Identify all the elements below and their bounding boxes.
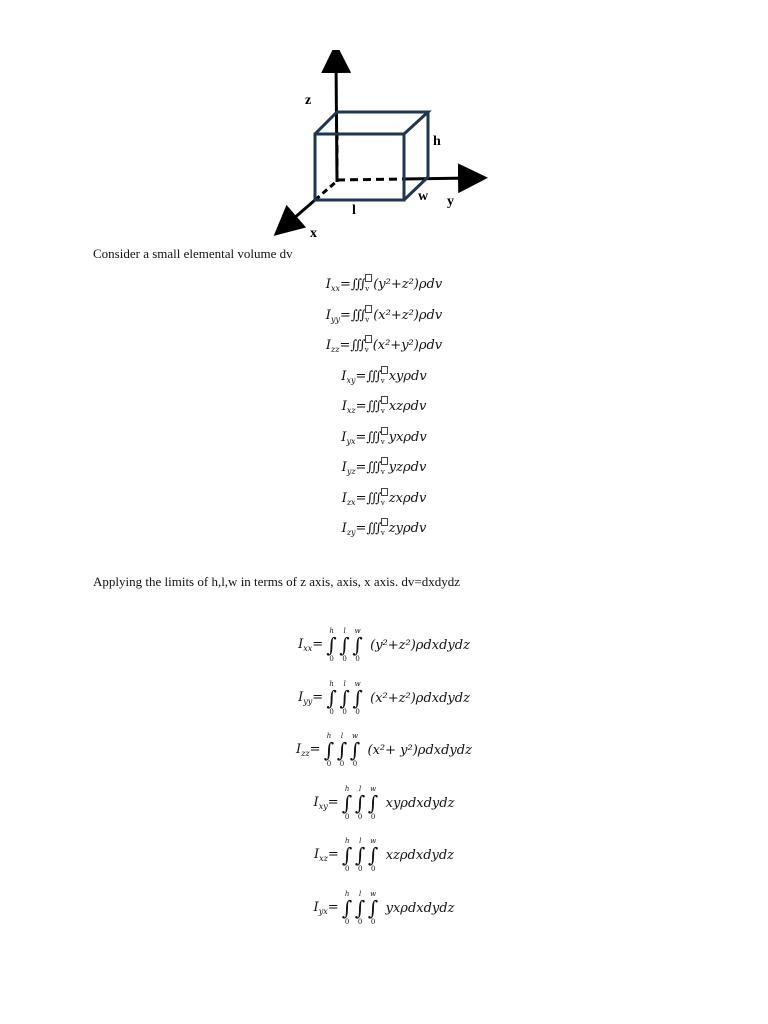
definite-equation bbox=[0, 785, 768, 821]
integral-column bbox=[351, 680, 364, 716]
label-w: w bbox=[418, 189, 429, 204]
integral-column bbox=[338, 680, 351, 716]
equation-subscript: yy bbox=[330, 314, 340, 324]
label-h: h bbox=[433, 134, 441, 149]
equation-body: xyρdxdydz bbox=[385, 795, 455, 811]
integral-region: v bbox=[365, 285, 370, 293]
integral-sign-icon: ∫ bbox=[355, 843, 366, 867]
upper-limit: l bbox=[343, 680, 346, 688]
integral-column bbox=[367, 890, 380, 926]
upper-limit: l bbox=[359, 890, 362, 898]
placeholder-box-icon bbox=[381, 396, 388, 404]
placeholder-box-icon bbox=[365, 305, 372, 313]
integral-region: v bbox=[380, 376, 385, 385]
upper-limit: l bbox=[359, 785, 362, 793]
equation-body: (x²+z²)ρdxdydz bbox=[370, 690, 470, 706]
lower-limit: 0 bbox=[370, 813, 376, 821]
integral-region: v bbox=[380, 407, 385, 415]
upper-limit: h bbox=[344, 837, 350, 845]
definite-equation bbox=[0, 890, 768, 926]
volume-equation bbox=[0, 305, 768, 329]
lower-limit: 0 bbox=[326, 760, 332, 768]
equation-body: xzρdv bbox=[388, 399, 427, 414]
upper-limit: w bbox=[370, 890, 377, 898]
equation-lhs: $I_{zz}=$ bbox=[296, 742, 321, 758]
triple-integral-icon: ∭ bbox=[350, 307, 365, 323]
lower-limit: 0 bbox=[329, 708, 334, 716]
equals-sign: = bbox=[355, 521, 367, 536]
integral-column bbox=[354, 837, 367, 873]
equation-body: yzρdv bbox=[388, 460, 427, 475]
volume-equation bbox=[0, 427, 768, 451]
integral-column bbox=[325, 680, 338, 716]
integral-sign-icon: ∫ bbox=[349, 738, 361, 762]
integral-sign-icon: ∫ bbox=[341, 896, 353, 920]
equation-subscript: xz bbox=[319, 854, 328, 863]
equation-body: zyρdv bbox=[388, 521, 427, 536]
integral-column bbox=[367, 837, 380, 873]
equation-subscript: xx bbox=[330, 284, 340, 293]
equation-body: (x²+z²)ρdv bbox=[373, 307, 443, 323]
equation-body: (x²+y²)ρdv bbox=[372, 338, 443, 353]
equation-subscript: yz bbox=[346, 467, 356, 476]
equals-sign: = bbox=[355, 368, 367, 384]
inertia-symbol: I bbox=[341, 460, 347, 475]
integral-sign-icon: ∫ bbox=[341, 791, 353, 815]
triple-integral-icon: ∭ bbox=[366, 368, 380, 384]
equation-body: xyρdv bbox=[388, 368, 427, 384]
upper-limit: l bbox=[340, 732, 344, 740]
x-axis bbox=[285, 200, 315, 226]
y-axis bbox=[404, 178, 473, 179]
label-x: x bbox=[310, 226, 317, 240]
equals-sign: = bbox=[339, 277, 351, 292]
upper-limit: l bbox=[359, 837, 362, 845]
box-axes-diagram bbox=[270, 50, 490, 240]
inertia-symbol: I bbox=[325, 307, 331, 323]
lower-limit: 0 bbox=[355, 708, 360, 716]
integral-sign-icon: ∫ bbox=[367, 791, 379, 815]
integral-column bbox=[354, 785, 367, 821]
integral-column bbox=[351, 627, 364, 663]
triple-integral-icon: ∭ bbox=[350, 277, 365, 292]
inertia-symbol: I bbox=[341, 429, 347, 445]
triple-integral-icon: ∭ bbox=[366, 429, 380, 445]
equation-body: xzρdxdydz bbox=[385, 847, 455, 863]
equation-body: (x²+ y²)ρdxdydz bbox=[367, 742, 472, 758]
volume-equation bbox=[0, 335, 768, 359]
placeholder-box-icon bbox=[381, 427, 388, 435]
volume-equation bbox=[0, 396, 768, 420]
equation-lhs: $I_{xz}=$ bbox=[313, 847, 339, 863]
equation-subscript: xy bbox=[318, 802, 328, 811]
equation-subscript: xz bbox=[346, 406, 356, 415]
integral-region: v bbox=[380, 437, 385, 446]
equation-subscript: yx bbox=[346, 436, 356, 446]
inertia-symbol: I bbox=[341, 399, 347, 414]
integral-sign-icon: ∫ bbox=[342, 843, 353, 867]
equation-body: zxρdv bbox=[388, 490, 427, 506]
placeholder-box-icon bbox=[381, 457, 388, 465]
integral-sign-icon: ∫ bbox=[367, 896, 379, 920]
integral-sign-icon: ∫ bbox=[339, 633, 350, 657]
integral-column bbox=[323, 732, 336, 768]
upper-limit: h bbox=[329, 627, 334, 635]
equation-body: yxρdv bbox=[388, 429, 427, 445]
upper-limit: h bbox=[344, 785, 350, 793]
equation-subscript: yy bbox=[303, 697, 313, 706]
inertia-symbol: I bbox=[325, 338, 331, 353]
triple-integral-icon: ∭ bbox=[366, 490, 380, 506]
definite-equation bbox=[0, 732, 768, 768]
integral-column bbox=[336, 732, 349, 768]
lower-limit: 0 bbox=[355, 655, 360, 663]
integral-sign-icon: ∫ bbox=[352, 686, 363, 710]
equation-subscript: zy bbox=[346, 528, 356, 537]
integral-region: v bbox=[380, 529, 385, 537]
volume-equation bbox=[0, 488, 768, 512]
triple-integral-icon: ∭ bbox=[366, 521, 380, 536]
upper-limit: w bbox=[370, 785, 377, 793]
equation-subscript: zz bbox=[331, 345, 340, 354]
equation-body: (y²+z²)ρdv bbox=[373, 277, 443, 292]
label-y: y bbox=[447, 194, 454, 209]
triple-integral-icon: ∭ bbox=[366, 460, 380, 475]
placeholder-box-icon bbox=[381, 518, 388, 526]
triple-integral-icon: ∭ bbox=[366, 399, 380, 414]
placeholder-box-icon bbox=[381, 488, 388, 496]
lower-limit: 0 bbox=[344, 865, 350, 873]
equation-subscript: xy bbox=[346, 375, 356, 385]
equation-lhs: $I_{xy}=$ bbox=[313, 795, 339, 811]
volume-equation bbox=[0, 366, 768, 390]
lower-limit: 0 bbox=[357, 813, 363, 821]
lower-limit: 0 bbox=[339, 760, 345, 768]
integral-column bbox=[367, 785, 380, 821]
equation-subscript: zz bbox=[301, 749, 310, 758]
upper-limit: l bbox=[343, 627, 346, 635]
lower-limit: 0 bbox=[357, 865, 363, 873]
volume-equation bbox=[0, 457, 768, 481]
definite-equation bbox=[0, 837, 768, 873]
upper-limit: w bbox=[370, 837, 377, 845]
hidden-edge-depth bbox=[315, 181, 337, 200]
upper-limit: w bbox=[354, 680, 361, 688]
integral-sign-icon: ∫ bbox=[352, 633, 363, 657]
intro-text: Consider a small elemental volume dv bbox=[93, 246, 293, 261]
integral-column bbox=[338, 627, 351, 663]
lower-limit: 0 bbox=[342, 655, 347, 663]
integral-sign-icon: ∫ bbox=[368, 843, 379, 867]
equation-body: (y²+z²)ρdxdydz bbox=[370, 637, 470, 653]
integral-sign-icon: ∫ bbox=[354, 896, 366, 920]
lower-limit: 0 bbox=[344, 813, 350, 821]
placeholder-box-icon bbox=[365, 274, 372, 282]
integral-column bbox=[325, 627, 338, 663]
inertia-symbol: I bbox=[341, 521, 347, 536]
upper-limit: h bbox=[329, 680, 334, 688]
equals-sign: = bbox=[355, 399, 367, 414]
definite-equation bbox=[0, 627, 768, 663]
lower-limit: 0 bbox=[357, 918, 363, 926]
inertia-symbol: I bbox=[341, 368, 347, 384]
equation-subscript: yx bbox=[318, 907, 328, 916]
upper-limit: h bbox=[344, 890, 350, 898]
triple-integral-icon: ∭ bbox=[350, 338, 364, 353]
integral-column bbox=[354, 890, 367, 926]
integral-sign-icon: ∫ bbox=[336, 738, 348, 762]
equation-subscript: xx bbox=[303, 644, 313, 653]
placeholder-box-icon bbox=[381, 366, 388, 374]
equation-lhs: $I_{yx}=$ bbox=[313, 900, 339, 916]
upper-limit: h bbox=[326, 732, 332, 740]
lower-limit: 0 bbox=[352, 760, 358, 768]
integral-region: v bbox=[380, 468, 385, 476]
equals-sign: = bbox=[355, 429, 367, 445]
integral-column bbox=[341, 785, 354, 821]
definite-equation bbox=[0, 680, 768, 716]
upper-limit: w bbox=[352, 732, 359, 740]
lower-limit: 0 bbox=[342, 708, 347, 716]
label-l: l bbox=[352, 203, 356, 218]
equation-lhs: $I_{xx}=$ bbox=[298, 637, 324, 653]
lower-limit: 0 bbox=[329, 655, 334, 663]
equals-sign: = bbox=[355, 460, 367, 475]
lower-limit: 0 bbox=[370, 918, 376, 926]
label-z: z bbox=[305, 93, 312, 108]
integral-sign-icon: ∫ bbox=[326, 633, 337, 657]
upper-limit: w bbox=[354, 627, 361, 635]
volume-equation bbox=[0, 518, 768, 542]
placeholder-box-icon bbox=[365, 335, 372, 343]
equals-sign: = bbox=[339, 338, 351, 353]
integral-region: v bbox=[380, 498, 385, 507]
equals-sign: = bbox=[339, 307, 351, 323]
equation-body: yxρdxdydz bbox=[385, 900, 455, 916]
integral-region: v bbox=[364, 346, 369, 354]
volume-equation bbox=[0, 274, 768, 298]
integral-region: v bbox=[365, 315, 370, 324]
limits-text: Applying the limits of h,l,w in terms of z axis, axis, x axis. dv=dxdydz bbox=[93, 574, 460, 589]
integral-sign-icon: ∫ bbox=[354, 791, 366, 815]
equation-subscript: zx bbox=[346, 497, 356, 507]
integral-column bbox=[341, 837, 354, 873]
integral-column bbox=[341, 890, 354, 926]
equation-lhs: $I_{yy}=$ bbox=[298, 690, 324, 706]
lower-limit: 0 bbox=[370, 865, 376, 873]
inertia-symbol: I bbox=[341, 490, 347, 506]
lower-limit: 0 bbox=[344, 918, 350, 926]
inertia-symbol: I bbox=[325, 277, 331, 292]
equals-sign: = bbox=[355, 490, 367, 506]
integral-sign-icon: ∫ bbox=[339, 686, 350, 710]
hidden-edge-horizontal bbox=[337, 179, 404, 180]
integral-sign-icon: ∫ bbox=[323, 738, 335, 762]
integral-column bbox=[349, 732, 362, 768]
integral-sign-icon: ∫ bbox=[326, 686, 337, 710]
